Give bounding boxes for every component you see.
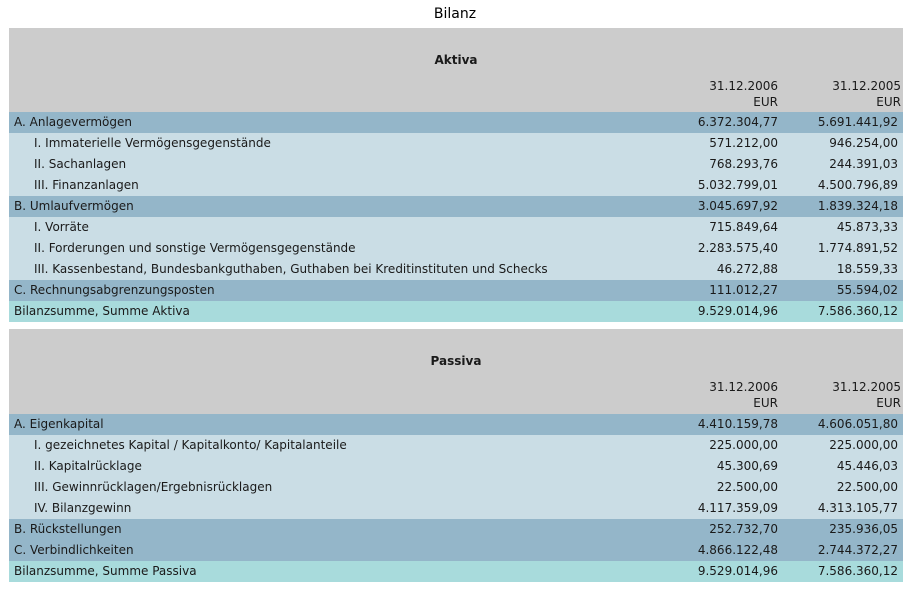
row-label: III. Kassenbestand, Bundesbankguthaben, Guthaben bei Kreditinstituten und Schecks bbox=[34, 262, 548, 276]
value-2005: 45.446,03 bbox=[836, 459, 898, 473]
column-date: 31.12.2006 bbox=[709, 380, 778, 394]
value-2005: 2.744.372,27 bbox=[817, 543, 898, 557]
value-2005: 18.559,33 bbox=[836, 262, 898, 276]
value-2006: 22.500,00 bbox=[716, 480, 778, 494]
value-2006: 4.410.159,78 bbox=[697, 417, 778, 431]
row-label: B. Umlaufvermögen bbox=[14, 199, 134, 213]
table-row bbox=[9, 435, 903, 456]
table-row-total bbox=[9, 301, 903, 322]
row-label: I. Immaterielle Vermögensgegenstände bbox=[34, 136, 271, 150]
row-label: Bilanzsumme, Summe Passiva bbox=[14, 564, 197, 578]
value-2006: 45.300,69 bbox=[716, 459, 778, 473]
column-date: 31.12.2005 bbox=[832, 79, 901, 93]
table-row bbox=[9, 238, 903, 259]
aktiva-header bbox=[9, 28, 903, 112]
table-row-group bbox=[9, 112, 903, 133]
value-2006: 252.732,70 bbox=[709, 522, 778, 536]
value-2006: 6.372.304,77 bbox=[697, 115, 778, 129]
table-row bbox=[9, 175, 903, 196]
row-label: III. Finanzanlagen bbox=[34, 178, 139, 192]
value-2005: 225.000,00 bbox=[829, 438, 898, 452]
column-unit: EUR bbox=[753, 396, 778, 410]
table-row-group bbox=[9, 414, 903, 435]
column-date: 31.12.2005 bbox=[832, 380, 901, 394]
table-row-group bbox=[9, 519, 903, 540]
row-label: A. Anlagevermögen bbox=[14, 115, 132, 129]
value-2005: 946.254,00 bbox=[829, 136, 898, 150]
column-header-2006 bbox=[658, 379, 778, 411]
page-title: Bilanz bbox=[433, 6, 477, 22]
value-2006: 4.117.359,09 bbox=[697, 501, 778, 515]
value-2005: 1.774.891,52 bbox=[817, 241, 898, 255]
value-2006: 111.012,27 bbox=[709, 283, 778, 297]
column-unit: EUR bbox=[876, 396, 901, 410]
table-row bbox=[9, 498, 903, 519]
value-2006: 4.866.122,48 bbox=[697, 543, 778, 557]
value-2006: 2.283.575,40 bbox=[697, 241, 778, 255]
value-2005: 244.391,03 bbox=[829, 157, 898, 171]
row-label: C. Rechnungsabgrenzungsposten bbox=[14, 283, 215, 297]
value-2005: 22.500,00 bbox=[836, 480, 898, 494]
table-row bbox=[9, 133, 903, 154]
value-2005: 7.586.360,12 bbox=[817, 564, 898, 578]
value-2005: 45.873,33 bbox=[836, 220, 898, 234]
value-2005: 55.594,02 bbox=[836, 283, 898, 297]
value-2005: 1.839.324,18 bbox=[817, 199, 898, 213]
column-date: 31.12.2006 bbox=[709, 79, 778, 93]
value-2006: 225.000,00 bbox=[709, 438, 778, 452]
table-row bbox=[9, 259, 903, 280]
value-2005: 4.313.105,77 bbox=[817, 501, 898, 515]
value-2005: 4.606.051,80 bbox=[817, 417, 898, 431]
column-unit: EUR bbox=[753, 95, 778, 109]
value-2005: 7.586.360,12 bbox=[817, 304, 898, 318]
table-row-group bbox=[9, 540, 903, 561]
row-label: C. Verbindlichkeiten bbox=[14, 543, 134, 557]
value-2006: 9.529.014,96 bbox=[697, 304, 778, 318]
passiva-heading: Passiva bbox=[430, 354, 482, 368]
row-label: A. Eigenkapital bbox=[14, 417, 104, 431]
row-label: B. Rückstellungen bbox=[14, 522, 122, 536]
row-label: IV. Bilanzgewinn bbox=[34, 501, 132, 515]
aktiva-heading: Aktiva bbox=[434, 53, 478, 67]
value-2005: 235.936,05 bbox=[829, 522, 898, 536]
row-label: I. Vorräte bbox=[34, 220, 89, 234]
column-header-2005 bbox=[781, 78, 901, 110]
value-2006: 5.032.799,01 bbox=[697, 178, 778, 192]
table-row bbox=[9, 217, 903, 238]
value-2005: 4.500.796,89 bbox=[817, 178, 898, 192]
value-2006: 46.272,88 bbox=[716, 262, 778, 276]
value-2006: 768.293,76 bbox=[709, 157, 778, 171]
row-label: II. Forderungen und sonstige Vermögensgegenstände bbox=[34, 241, 356, 255]
table-row-group bbox=[9, 196, 903, 217]
value-2006: 3.045.697,92 bbox=[697, 199, 778, 213]
column-header-2005 bbox=[781, 379, 901, 411]
table-row bbox=[9, 456, 903, 477]
row-label: II. Sachanlagen bbox=[34, 157, 127, 171]
value-2006: 571.212,00 bbox=[709, 136, 778, 150]
passiva-header bbox=[9, 329, 903, 414]
table-row-total bbox=[9, 561, 903, 582]
table-row-group bbox=[9, 280, 903, 301]
row-label: I. gezeichnetes Kapital / Kapitalkonto/ Kapitalanteile bbox=[34, 438, 347, 452]
row-label: Bilanzsumme, Summe Aktiva bbox=[14, 304, 190, 318]
table-row bbox=[9, 154, 903, 175]
value-2005: 5.691.441,92 bbox=[817, 115, 898, 129]
value-2006: 9.529.014,96 bbox=[697, 564, 778, 578]
passiva-table bbox=[9, 329, 903, 582]
row-label: III. Gewinnrücklagen/Ergebnisrücklagen bbox=[34, 480, 273, 494]
value-2006: 715.849,64 bbox=[709, 220, 778, 234]
row-label: II. Kapitalrücklage bbox=[34, 459, 142, 473]
column-header-2006 bbox=[658, 78, 778, 110]
column-unit: EUR bbox=[876, 95, 901, 109]
aktiva-table bbox=[9, 28, 903, 322]
table-row bbox=[9, 477, 903, 498]
